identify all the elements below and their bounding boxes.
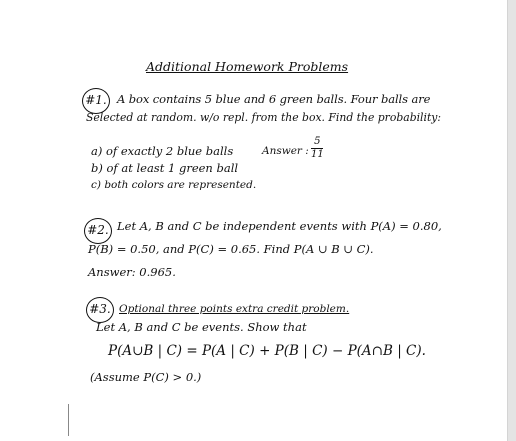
problem-1-number: #1. [82,88,110,114]
problem-3-line-1: Let A, B and C be events. Show that [96,320,307,334]
answer-denominator: 11 [311,149,324,161]
problem-1-answer-label: Answer : [262,145,309,157]
problem-2-answer: Answer: 0.965. [88,265,176,279]
problem-3-number: #3. [86,297,114,323]
problem-1-part-b: b) of at least 1 green ball [91,161,239,175]
text-cursor-line [68,404,69,436]
problem-1-answer-fraction [311,137,324,160]
answer-numerator: 5 [314,136,321,147]
problem-2-line-2: P(B) = 0.50, and P(C) = 0.65. Find P(A ∪ B ∪ C). [88,242,374,256]
problem-2-number: #2. [84,218,112,244]
problem-1-part-a: a) of exactly 2 blue balls [91,144,234,158]
page-title: Additional Homework Problems [146,59,349,74]
problem-1-line-2: Selected at random. w/o repl. from the box. Find the probability: [86,111,442,124]
vertical-scrollbar[interactable] [507,0,516,441]
problem-3-formula: P(A∪B | C) = P(A | C) + P(B | C) − P(A∩B | C). [108,343,426,359]
problem-1-part-c: c) both colors are represented. [91,179,257,191]
problem-3-assumption: (Assume P(C) > 0.) [90,370,202,384]
problem-3-heading: Optional three points extra credit problem. [119,303,350,315]
problem-2-line-1: Let A, B and C be independent events with P(A) = 0.80, [117,219,442,233]
problem-1-line-1: A box contains 5 blue and 6 green balls. Four balls are [117,92,431,106]
